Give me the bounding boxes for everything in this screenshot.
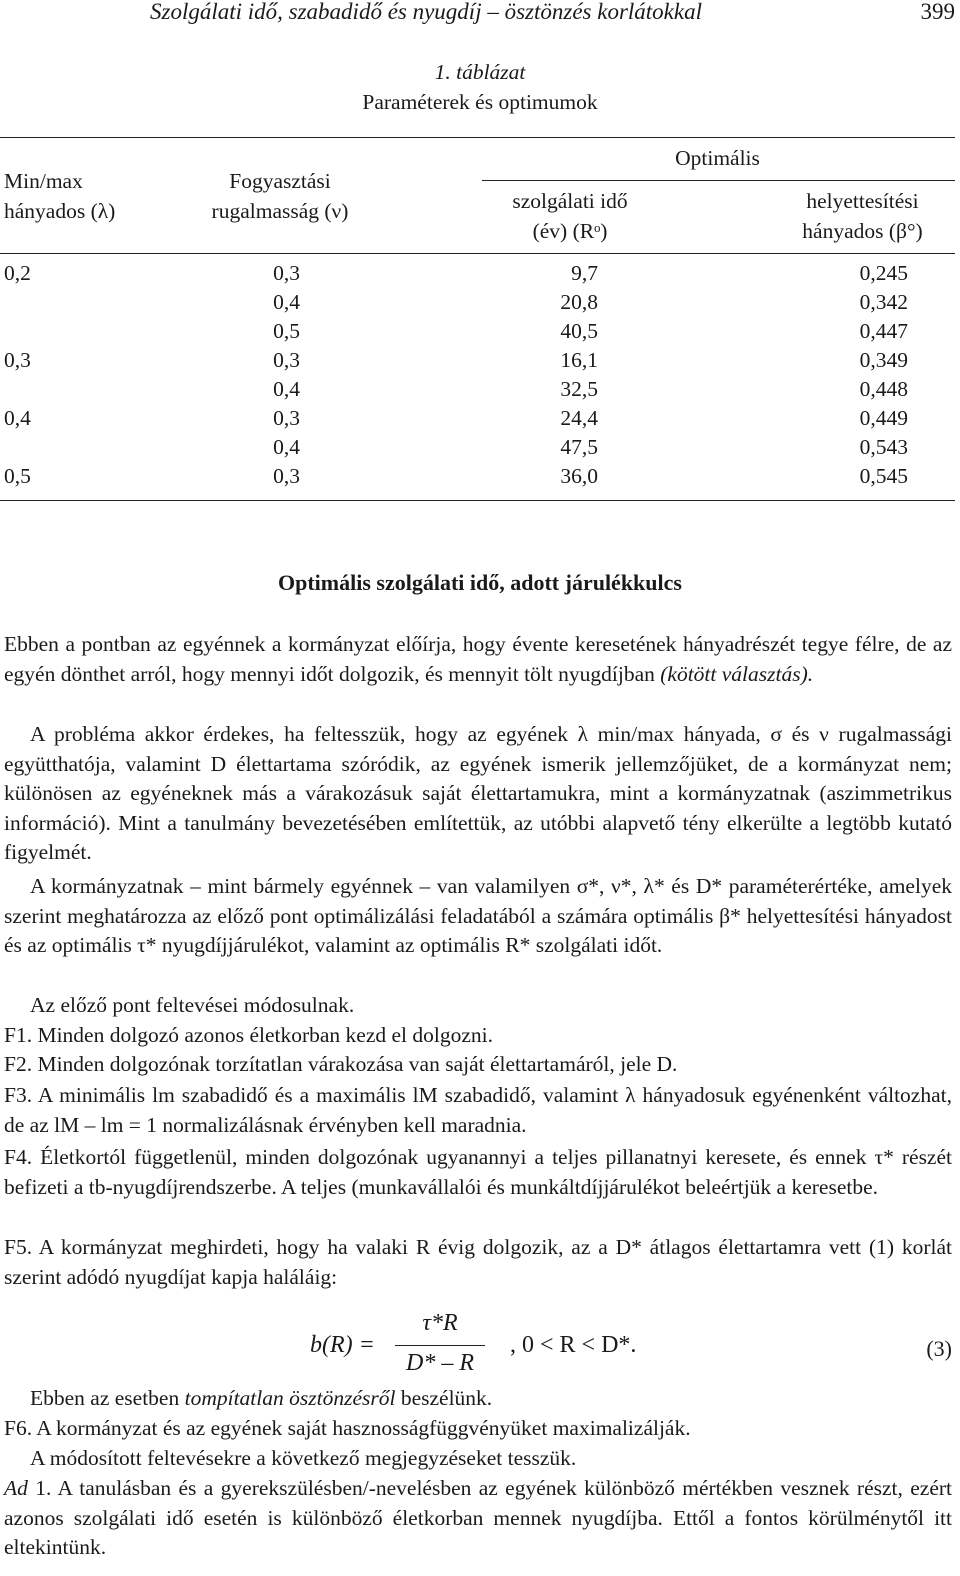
paragraph-2: A probléma akkor érdekes, ha feltesszük, hogy az egyének λ min/max hányada, σ és ν rugalmassági együtthatója, valamint D élettartama szóródik, az egyének ismerik jellemzőjüket, de a kormányzat nem; különösen az egyéneknek más a várakozásuk saját élettartamukra, mint a kormányzatnak (aszimmetrikus információ). Mint a tanulmány bevezetésében említettük, az utóbbi alapvető tény elkerülte a legtöbb kutató figyelmét.: [4, 722, 952, 864]
col-group-optimal: Optimális: [675, 146, 760, 170]
equation-number: (3): [926, 1336, 952, 1361]
cell-nu: 0,3: [273, 464, 300, 488]
cell-nu: 0,5: [273, 319, 300, 343]
cell-lambda: 0,2: [4, 261, 31, 285]
formula-denominator: D* – R: [406, 1350, 474, 1376]
cell-service-time: 36,0: [560, 464, 598, 488]
cell-service-time: 47,5: [560, 435, 598, 459]
assumption-f3: F3. A minimális lm szabadidő és a maximális lM szabadidő, valamint λ hányadosuk egyénenként változhat, de az lM – lm = 1 normalizálásnak érvényben kell maradnia.: [4, 1083, 952, 1137]
formula-numerator: τ*R: [422, 1310, 458, 1336]
paragraph-3: A kormányzatnak – mint bármely egyénnek – van valamilyen σ*, ν*, λ* és D* paraméterértéke, amelyek szerint meghatározza az előző pont optimálizálási feladatából a számára optimális β* helyettesítési hányadost és az optimális τ* nyugdíjjárulékot, valamint az optimális R* szolgálati időt.: [4, 874, 952, 957]
page-number: 399: [920, 0, 955, 24]
cell-replacement-rate: 0,545: [859, 464, 908, 488]
cell-nu: 0,3: [273, 348, 300, 372]
cell-nu: 0,4: [273, 377, 300, 401]
table-top-rule: [0, 137, 955, 138]
cell-service-time: 32,5: [560, 377, 598, 401]
assumption-f5: F5. A kormányzat meghirdeti, hogy ha valaki R évig dolgozik, az a D* átlagos élettartamra vett (1) korlát szerint adódó nyugdíjat kapja haláláig:: [4, 1235, 952, 1289]
cell-replacement-rate: 0,449: [859, 406, 908, 430]
cell-nu: 0,4: [273, 290, 300, 314]
remark-ad1: Ad 1. A tanulásban és a gyerekszülésben/-nevelésben az egyének különböző mértékben vesznek részt, ezért azonos szolgálati idő esetén is különböző életkorban mennek nyugdíjba. Ettől a fontos körülménytől itt eltekintünk.: [4, 1476, 952, 1559]
formula-lhs: b(R) =: [310, 1332, 375, 1358]
cell-lambda: 0,5: [4, 464, 31, 488]
cell-service-time: 9,7: [571, 261, 598, 285]
fraction-bar: [395, 1345, 485, 1346]
running-title: Szolgálati idő, szabadidő és nyugdíj – ösztönzés korlátokkal: [150, 0, 702, 24]
col-header-replacement-rate: helyettesítési hányados (β°): [802, 189, 923, 243]
formula-condition: , 0 < R < D*.: [510, 1332, 637, 1358]
paragraph-4: Az előző pont feltevései módosulnak.: [30, 993, 355, 1017]
cell-replacement-rate: 0,543: [859, 435, 908, 459]
paragraph-5: Ebben az esetben tompítatlan ösztönzésről beszélünk.: [30, 1386, 493, 1410]
cell-lambda: 0,3: [4, 348, 31, 372]
running-head: [0, 0, 960, 30]
section-heading: Optimális szolgálati idő, adott járulékkulcs: [278, 570, 682, 595]
assumption-f1: F1. Minden dolgozó azonos életkorban kezd el dolgozni.: [4, 1023, 494, 1047]
assumption-f6: F6. A kormányzat és az egyének saját hasznosságfüggvényüket maximalizálják.: [4, 1416, 691, 1440]
cell-service-time: 24,4: [560, 406, 598, 430]
cell-replacement-rate: 0,349: [859, 348, 908, 372]
cell-lambda: 0,4: [4, 406, 31, 430]
assumption-f4: F4. Életkortól függetlenül, minden dolgozónak ugyanannyi a teljes pillanatnyi keresete, és ennek τ* részét befizeti a tb-nyugdíjrendszerbe. A teljes (munkavállalói és munkáltdíjjárulékot beleértjük a keresetbe.: [4, 1145, 952, 1199]
paragraph-1: Ebben a pontban az egyénnek a kormányzat előírja, hogy évente keresetének hányadrészét tegye félre, de az egyén dönthet arról, hogy mennyi időt dolgozik, és mennyit tölt nyugdíjban (kötött választás).: [4, 632, 952, 686]
col-header-nu: Fogyasztási rugalmasság (ν): [211, 169, 349, 223]
table-bottom-rule: [0, 500, 955, 501]
cell-service-time: 20,8: [560, 290, 598, 314]
paragraph-6: A módosított feltevésekre a következő megjegyzéseket tesszük.: [30, 1446, 577, 1470]
table-title: Paraméterek és optimumok: [362, 90, 598, 114]
cell-replacement-rate: 0,447: [859, 319, 908, 343]
cell-nu: 0,3: [273, 406, 300, 430]
cell-replacement-rate: 0,245: [859, 261, 908, 285]
assumption-f2: F2. Minden dolgozónak torzítatlan várakozása van saját élettartamáról, jele D.: [4, 1052, 678, 1076]
cell-nu: 0,3: [273, 261, 300, 285]
col-header-lambda: Min/max hányados (λ): [4, 169, 116, 223]
cell-service-time: 16,1: [560, 348, 598, 372]
cell-replacement-rate: 0,448: [859, 377, 908, 401]
table-number: 1. táblázat: [434, 60, 526, 84]
table-header-rule: [0, 253, 955, 254]
col-group-rule: [482, 180, 955, 181]
cell-replacement-rate: 0,342: [859, 290, 908, 314]
equation-3: [310, 1308, 710, 1388]
cell-nu: 0,4: [273, 435, 300, 459]
col-header-service-time: szolgálati idő (év) (Rᵒ): [512, 189, 628, 243]
cell-service-time: 40,5: [560, 319, 598, 343]
